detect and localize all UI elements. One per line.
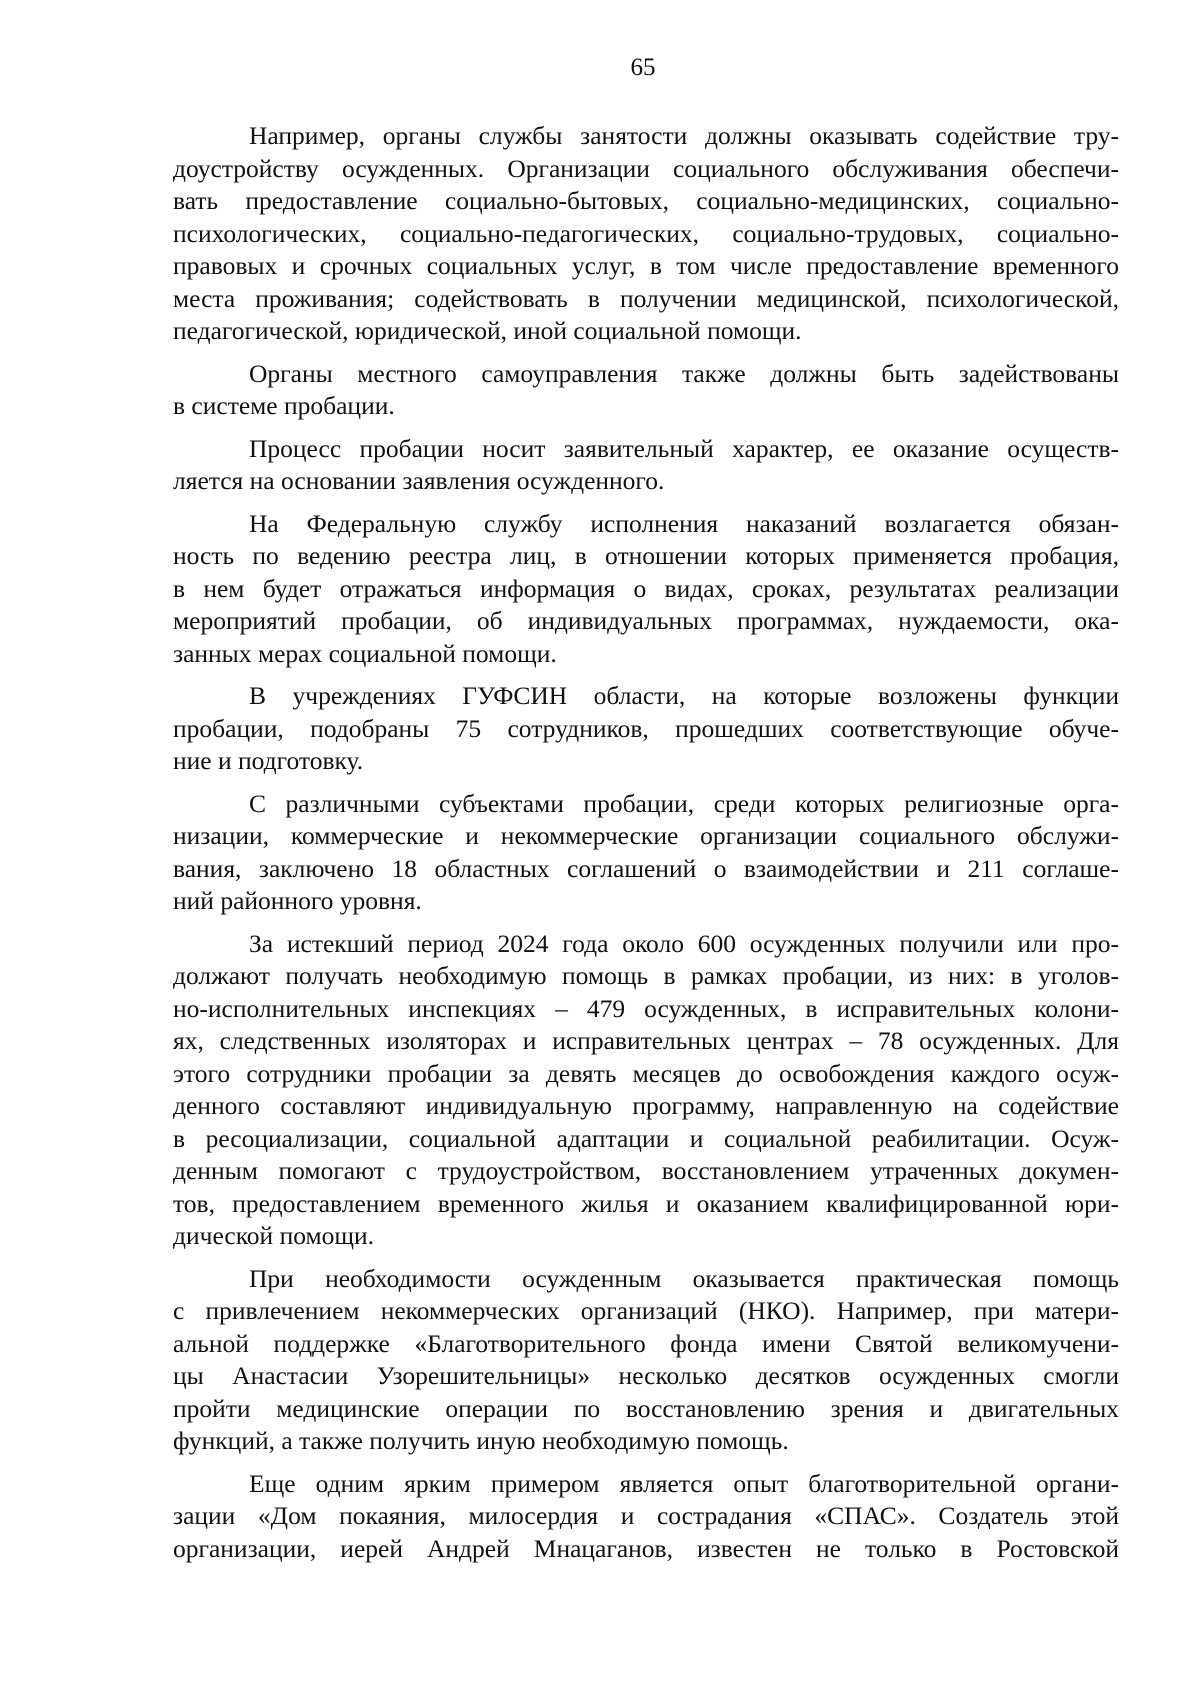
text-line: В учреждениях ГУФСИН области, на которые возложены функции — [249, 681, 1119, 710]
text-line: вать предоставление социально-бытовых, социально-медицинских, социально- — [173, 186, 1119, 215]
text-line: денным помогают с трудоустройством, восстановлением утраченных докумен- — [173, 1156, 1119, 1185]
text-line: пробации, подобраны 75 сотрудников, прошедших соответствующие обуче- — [173, 713, 1119, 743]
body-text — [173, 120, 1119, 1575]
text-line: в ресоциализации, социальной адаптации и социальной реабилитации. Осуж- — [173, 1123, 1119, 1153]
paragraph — [173, 433, 1119, 498]
text-line: мероприятий пробации, об индивидуальных программах, нуждаемости, ока- — [173, 606, 1119, 635]
paragraph — [173, 508, 1119, 671]
text-line: ях, следственных изоляторах и исправительных центрах – 78 осужденных. Для — [173, 1026, 1119, 1055]
paragraph — [173, 358, 1119, 423]
text-line: с привлечением некоммерческих организаций (НКО). Например, при матери- — [173, 1296, 1119, 1325]
text-line: доустройству осужденных. Организации социального обслуживания обеспечи- — [173, 153, 1119, 183]
paragraph — [173, 928, 1119, 1253]
text-line: С различными субъектами пробации, среди которых религиозные орга- — [249, 788, 1119, 818]
text-line: организации, иерей Андрей Мнацаганов, известен не только в Ростовской — [173, 1533, 1119, 1563]
text-line: денного составляют индивидуальную программу, направленную на содействие — [173, 1091, 1119, 1120]
text-line: цы Анастасии Узорешительницы» несколько десятков осужденных смогли — [173, 1361, 1119, 1390]
text-line: функций, а также получить иную необходимую помощь. — [173, 1426, 789, 1455]
text-line: занных мерах социальной помощи. — [173, 638, 557, 668]
paragraph — [173, 680, 1119, 778]
text-line: За истекший период 2024 года около 600 осужденных получили или про- — [249, 928, 1119, 958]
text-line: ляется на основании заявления осужденного. — [173, 466, 665, 495]
text-line: На Федеральную службу исполнения наказаний возлагается обязан- — [249, 508, 1119, 538]
text-line: в нем будет отражаться информация о видах, сроках, результатах реализации — [173, 573, 1119, 603]
text-line: При необходимости осужденным оказывается практическая помощь — [249, 1263, 1119, 1293]
text-line: пройти медицинские операции по восстановлению зрения и двигательных — [173, 1393, 1119, 1423]
text-line: в системе пробации. — [173, 391, 395, 420]
text-line: Например, органы службы занятости должны оказывать содействие тру- — [249, 121, 1119, 150]
text-line: альной поддержке «Благотворительного фонда имени Святой великомучени- — [173, 1328, 1119, 1358]
page-number: 65 — [630, 54, 656, 81]
text-line: психологических, социально-педагогических, социально-трудовых, социально- — [173, 218, 1119, 248]
paragraph — [173, 1468, 1119, 1566]
text-line: педагогической, юридической, иной социальной помощи. — [173, 316, 802, 345]
text-line: Еще одним ярким примером является опыт благотворительной органи- — [249, 1468, 1119, 1498]
text-line: этого сотрудники пробации за девять месяцев до освобождения каждого осуж- — [173, 1058, 1119, 1088]
text-line: правовых и срочных социальных услуг, в том числе предоставление временного — [173, 251, 1119, 280]
text-line: зации «Дом покаяния, милосердия и сострадания «СПАС». Создатель этой — [173, 1501, 1119, 1530]
text-line: Органы местного самоуправления также должны быть задействованы — [249, 358, 1119, 388]
paragraph — [173, 120, 1119, 348]
text-line: дической помощи. — [173, 1221, 375, 1250]
text-line: но-исполнительных инспекциях – 479 осужденных, в исправительных колони- — [173, 993, 1119, 1023]
text-line: должают получать необходимую помощь в рамках пробации, из них: в уголов- — [173, 961, 1119, 990]
text-line: ние и подготовку. — [173, 746, 364, 775]
text-line: низации, коммерческие и некоммерческие организации социального обслужи- — [173, 821, 1119, 850]
paragraph — [173, 1263, 1119, 1458]
text-line: Процесс пробации носит заявительный характер, ее оказание осуществ- — [249, 433, 1119, 463]
text-line: ний районного уровня. — [173, 886, 422, 915]
text-line: ность по ведению реестра лиц, в отношении которых применяется пробация, — [173, 541, 1119, 570]
text-line: тов, предоставлением временного жилья и оказанием квалифицированной юри- — [173, 1188, 1119, 1218]
paragraph — [173, 788, 1119, 918]
text-line: вания, заключено 18 областных соглашений о взаимодействии и 211 соглаше- — [173, 853, 1119, 883]
text-line: места проживания; содействовать в получении медицинской, психологической, — [173, 283, 1119, 313]
